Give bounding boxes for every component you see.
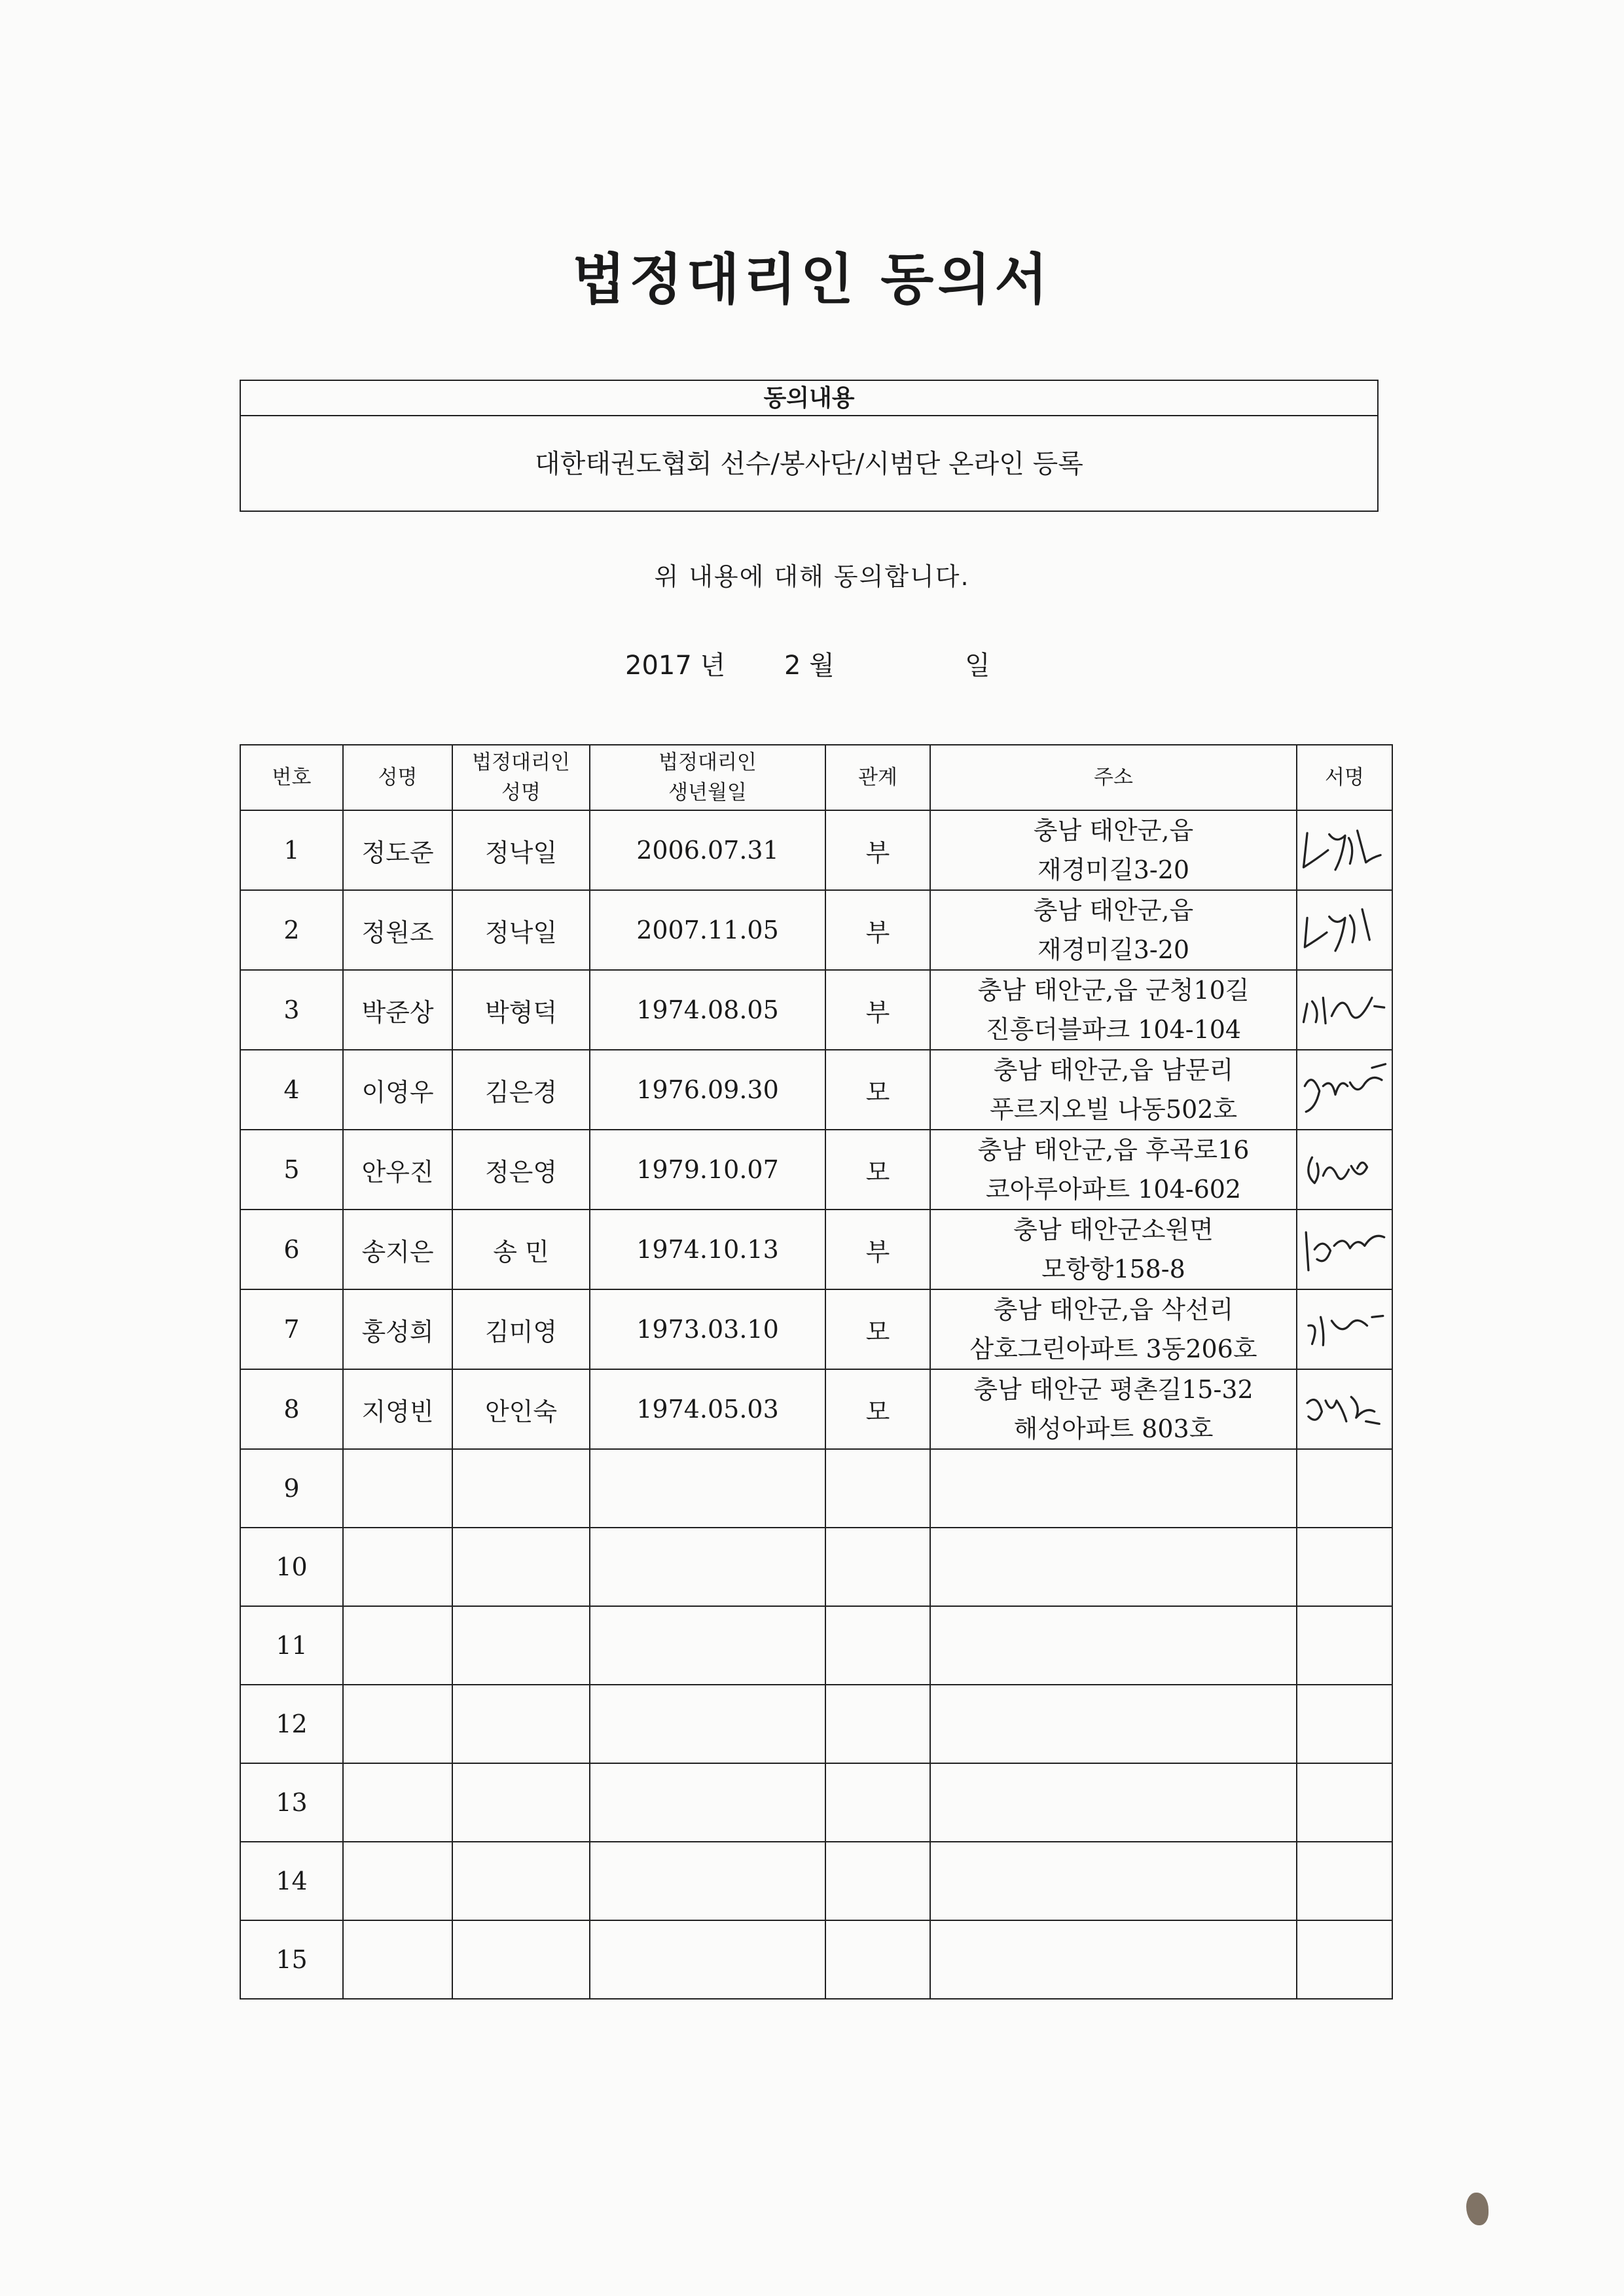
minor-name: 이영우 <box>343 1050 452 1130</box>
signature-cell <box>1297 890 1392 970</box>
table-row <box>240 1369 1392 1449</box>
address-line-2: 코아루아파트 104-602 <box>985 1175 1242 1204</box>
row-number: 5 <box>240 1130 343 1210</box>
address <box>930 1449 1297 1528</box>
guardian-name: 김미영 <box>452 1289 590 1369</box>
handwritten-signature <box>1299 897 1390 963</box>
relation: 부 <box>825 890 930 970</box>
table-row <box>240 1210 1392 1289</box>
guardian-birthdate <box>590 1920 825 1999</box>
address-line-2: 해성아파트 803호 <box>1013 1414 1214 1443</box>
handwritten-signature <box>1299 1297 1390 1362</box>
minor-name <box>343 1920 452 1999</box>
page-title: 법정대리인 동의서 <box>572 247 1052 312</box>
handwritten-signature <box>1299 1217 1390 1282</box>
guardian-name <box>452 1528 590 1606</box>
signature-cell <box>1297 1763 1392 1842</box>
relation <box>825 1920 930 1999</box>
table-row <box>240 1449 1392 1528</box>
address <box>930 1369 1297 1449</box>
date-month: 2 월 <box>784 651 835 681</box>
address <box>930 1289 1297 1369</box>
guardian-name: 정낙일 <box>452 890 590 970</box>
guardian-birthdate: 2007.11.05 <box>590 890 825 970</box>
signature-cell <box>1297 1130 1392 1210</box>
row-number: 12 <box>240 1685 343 1763</box>
relation: 부 <box>825 810 930 890</box>
handwritten-signature <box>1299 977 1390 1043</box>
signature-cell <box>1297 1369 1392 1449</box>
guardian-birthdate: 1974.05.03 <box>590 1369 825 1449</box>
signature-cell <box>1297 810 1392 890</box>
minor-name <box>343 1528 452 1606</box>
signature-cell <box>1297 1210 1392 1289</box>
relation: 부 <box>825 970 930 1050</box>
signature-cell <box>1297 1685 1392 1763</box>
address-line-1: 충남 태안군소원면 <box>1013 1215 1214 1244</box>
guardian-name: 송 민 <box>452 1210 590 1289</box>
table-row <box>240 890 1392 970</box>
guardian-birthdate: 1976.09.30 <box>590 1050 825 1130</box>
signature-cell <box>1297 1920 1392 1999</box>
row-number: 6 <box>240 1210 343 1289</box>
relation <box>825 1763 930 1842</box>
relation: 모 <box>825 1289 930 1369</box>
address-line-2: 진흥더블파크 104-104 <box>985 1015 1242 1044</box>
row-number: 14 <box>240 1842 343 1920</box>
minor-name <box>343 1842 452 1920</box>
address-line-2: 모항항158-8 <box>1041 1255 1185 1283</box>
header-guardian-birth-line2: 생년월일 <box>668 781 747 804</box>
row-number: 10 <box>240 1528 343 1606</box>
handwritten-signature <box>1299 1057 1390 1122</box>
header-guardian-birth <box>590 745 825 810</box>
minor-name: 지영빈 <box>343 1369 452 1449</box>
table-row <box>240 1130 1392 1210</box>
header-guardian-name-line1: 법정대리인 <box>472 751 570 774</box>
minor-name: 정원조 <box>343 890 452 970</box>
agreement-statement: 위 내용에 대해 동의합니다. <box>654 562 970 591</box>
minor-name <box>343 1685 452 1763</box>
table-row <box>240 810 1392 890</box>
address <box>930 1685 1297 1763</box>
address-line-1: 충남 태안군,읍 후곡로16 <box>977 1136 1250 1164</box>
guardian-name <box>452 1606 590 1685</box>
guardian-name <box>452 1920 590 1999</box>
guardian-name <box>452 1449 590 1528</box>
address <box>930 1920 1297 1999</box>
handwritten-signature <box>1299 1376 1390 1442</box>
guardian-birthdate: 1974.08.05 <box>590 970 825 1050</box>
header-guardian-birth-line1: 법정대리인 <box>659 751 757 774</box>
signature-cell <box>1297 1606 1392 1685</box>
signature-cell <box>1297 1289 1392 1369</box>
consent-header: 동의내용 <box>241 381 1377 416</box>
header-guardian-name-line2: 성명 <box>501 781 541 804</box>
table-row <box>240 1289 1392 1369</box>
minor-name: 홍성희 <box>343 1289 452 1369</box>
header-address: 주소 <box>930 745 1297 810</box>
guardian-name: 안인숙 <box>452 1369 590 1449</box>
row-number: 9 <box>240 1449 343 1528</box>
handwritten-signature <box>1299 817 1390 883</box>
guardian-birthdate: 2006.07.31 <box>590 810 825 890</box>
minor-name: 안우진 <box>343 1130 452 1210</box>
relation <box>825 1685 930 1763</box>
relation <box>825 1842 930 1920</box>
guardian-birthdate <box>590 1842 825 1920</box>
address <box>930 1528 1297 1606</box>
consent-box <box>240 380 1379 512</box>
table-row <box>240 970 1392 1050</box>
table-row <box>240 1606 1392 1685</box>
address-line-2: 재경미길3-20 <box>1037 855 1190 884</box>
table-row <box>240 1528 1392 1606</box>
signature-cell <box>1297 1842 1392 1920</box>
guardian-name <box>452 1763 590 1842</box>
guardian-name: 김은경 <box>452 1050 590 1130</box>
guardian-name: 박형덕 <box>452 970 590 1050</box>
minor-name: 송지은 <box>343 1210 452 1289</box>
address-line-1: 충남 태안군,읍 삭선리 <box>993 1295 1234 1324</box>
guardian-birthdate: 1979.10.07 <box>590 1130 825 1210</box>
guardian-birthdate <box>590 1685 825 1763</box>
address-line-1: 충남 태안군 평촌길15-32 <box>973 1375 1254 1404</box>
address <box>930 1210 1297 1289</box>
guardian-birthdate: 1974.10.13 <box>590 1210 825 1289</box>
relation: 부 <box>825 1210 930 1289</box>
row-number: 11 <box>240 1606 343 1685</box>
address <box>930 1763 1297 1842</box>
consent-content: 대한태권도협회 선수/봉사단/시범단 온라인 등록 <box>535 449 1083 479</box>
table-row <box>240 1842 1392 1920</box>
minor-name <box>343 1449 452 1528</box>
date-day: 일 <box>965 651 990 681</box>
row-number: 1 <box>240 810 343 890</box>
address-line-1: 충남 태안군,읍 <box>1033 896 1194 925</box>
header-signature: 서명 <box>1297 745 1392 810</box>
signature-cell <box>1297 1449 1392 1528</box>
table-row <box>240 1920 1392 1999</box>
signature-cell <box>1297 1050 1392 1130</box>
header-relation: 관계 <box>825 745 930 810</box>
row-number: 8 <box>240 1369 343 1449</box>
header-guardian-name <box>452 745 590 810</box>
relation <box>825 1449 930 1528</box>
relation <box>825 1606 930 1685</box>
minor-name: 정도준 <box>343 810 452 890</box>
address <box>930 1842 1297 1920</box>
guardian-table <box>240 744 1393 2000</box>
address <box>930 810 1297 890</box>
guardian-name: 정은영 <box>452 1130 590 1210</box>
guardian-name <box>452 1685 590 1763</box>
table-row <box>240 1050 1392 1130</box>
relation <box>825 1528 930 1606</box>
signature-cell <box>1297 1528 1392 1606</box>
relation: 모 <box>825 1130 930 1210</box>
guardian-birthdate <box>590 1528 825 1606</box>
relation: 모 <box>825 1369 930 1449</box>
address-line-2: 푸르지오빌 나동502호 <box>989 1095 1238 1124</box>
address <box>930 890 1297 970</box>
date-year: 2017 년 <box>625 651 726 681</box>
header-name: 성명 <box>343 745 452 810</box>
relation: 모 <box>825 1050 930 1130</box>
guardian-name <box>452 1842 590 1920</box>
table-row <box>240 1685 1392 1763</box>
table-header-row <box>240 745 1392 810</box>
row-number: 13 <box>240 1763 343 1842</box>
address-line-1: 충남 태안군,읍 군청10길 <box>977 976 1250 1005</box>
address <box>930 1606 1297 1685</box>
table-row <box>240 1763 1392 1842</box>
address-line-1: 충남 태안군,읍 남문리 <box>993 1056 1234 1085</box>
header-no: 번호 <box>240 745 343 810</box>
row-number: 15 <box>240 1920 343 1999</box>
minor-name: 박준상 <box>343 970 452 1050</box>
row-number: 3 <box>240 970 343 1050</box>
minor-name <box>343 1763 452 1842</box>
address <box>930 1130 1297 1210</box>
minor-name <box>343 1606 452 1685</box>
row-number: 7 <box>240 1289 343 1369</box>
ink-stain <box>1466 2193 1489 2225</box>
guardian-birthdate <box>590 1606 825 1685</box>
address-line-2: 재경미길3-20 <box>1037 935 1190 964</box>
handwritten-signature <box>1299 1137 1390 1202</box>
address-line-1: 충남 태안군,읍 <box>1033 816 1194 845</box>
row-number: 4 <box>240 1050 343 1130</box>
guardian-birthdate <box>590 1763 825 1842</box>
address-line-2: 삼호그린아파트 3동206호 <box>969 1335 1257 1363</box>
address <box>930 1050 1297 1130</box>
address <box>930 970 1297 1050</box>
guardian-birthdate: 1973.03.10 <box>590 1289 825 1369</box>
guardian-name: 정낙일 <box>452 810 590 890</box>
signature-cell <box>1297 970 1392 1050</box>
guardian-birthdate <box>590 1449 825 1528</box>
row-number: 2 <box>240 890 343 970</box>
